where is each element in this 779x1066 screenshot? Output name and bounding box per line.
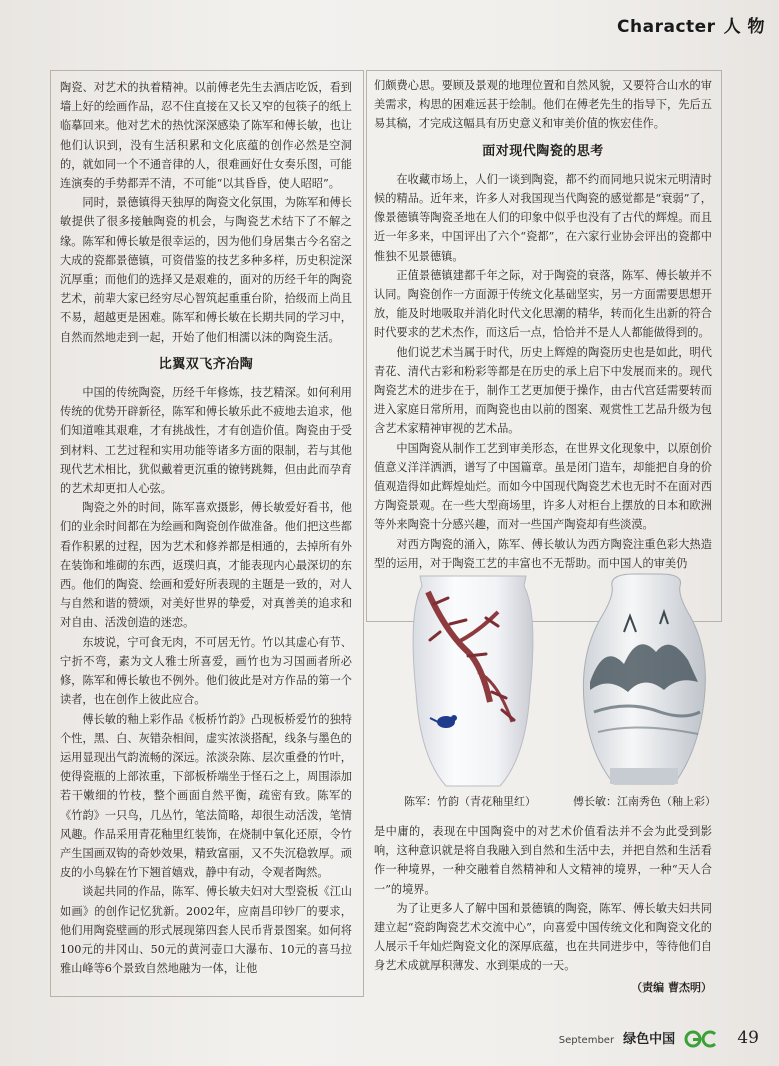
left-paragraph-7: 谈起共同的作品，陈军、傅长敏夫妇对大型瓷板《江山如画》的创作记忆犹新。2002年，应南昌印钞厂的要求，他们用陶瓷壁画的形式展现第四套人民币背景图案。如何将100元的井冈山、50元的黄河壶口大瀑布、10元的喜马拉雅山峰等6个景致自然地融为一体，让他 [60, 885, 352, 976]
left-paragraph-1: 陶瓷、对艺术的执着精神。以前傅老先生去酒店吃饭，看到墙上好的绘画作品，忍不住直接在又长又窄的包筷子的纸上临摹回来。他对艺术的热忱深深感染了陈军和傅长敏，也让他们认识到，没有生活积累和文化底蕴的创作必然是空洞的，就如同一个不通音律的人，很难画好仕女奏乐图，可能连演奏的手势都弄不清，不可能“以其昏昏，使人昭昭”。 [60, 81, 352, 191]
vase1-caption: 陈军：竹韵（青花釉里红） [404, 795, 536, 808]
left-column [60, 78, 352, 992]
editor-credit: （责编 曹杰明） [631, 980, 712, 994]
right-paragraph-6: 对西方陶瓷的涌入，陈军、傅长敏认为西方陶瓷注重色彩大热造型的运用，对于陶瓷工艺的丰富也不无帮助。而中国人的审美仍 [374, 537, 712, 570]
right-paragraph-8: 为了让更多人了解中国和景德镇的陶瓷，陈军、傅长敏夫妇共同建立起“瓷韵陶瓷艺术交流中心”，向喜爱中国传统文化和陶瓷文化的人展示千年灿烂陶瓷文化的深厚底蕴，也在共同进步中，等待他们自身艺术成就厚积薄发、水到渠成的一天。 [374, 901, 712, 973]
gc-logo-icon [684, 1030, 718, 1048]
section-header-en: Character [617, 17, 716, 37]
section-header [617, 12, 765, 37]
left-paragraph-4: 陶瓷之外的时间，陈军喜欢摄影，傅长敏爱好看书，他们的业余时间都在为绘画和陶瓷创作做准备。他们把这些都看作积累的过程，因为艺术和修养都是相通的，去掉所有外在装饰和堆砌的东西，返璞归真，才能表现内心最深切的东西。他们的陶瓷、绘画和爱好所表现的主题是一致的，对人与自然和谐的赞颂，对美好世界的挚爱，对真善美的追求和对自由、活泼创造的迷恋。 [60, 501, 352, 630]
right-paragraph-1: 们颇费心思。要顾及景观的地理位置和自然风貌，又要符合山水的审美需求，构思的困难远甚于绘制。他们在傅老先生的指导下，先后五易其稿，才完成这幅具有历史意义和审美价值的恢宏佳作。 [374, 79, 712, 131]
vase2-caption: 傅长敏：江南秀色（釉上彩） [573, 795, 716, 808]
section-header-cn: 人 物 [723, 17, 765, 37]
vase-photos [398, 572, 718, 804]
vase-bamboo [413, 576, 533, 786]
right-paragraph-4: 他们说艺术当属于时代，历史上辉煌的陶瓷历史也是如此，明代青花、清代古彩和粉彩等都是在历史的承上启下中发展而来的。现代陶瓷艺术的进步在于，制作工艺更加便于操作，由古代宫廷需要转而进入家庭日常所用，而陶瓷也由以前的图案、观赏性工艺品升级为包含艺术家精神审视的艺术品。 [374, 345, 712, 436]
right-column-top [374, 76, 712, 614]
page-number: 49 [737, 1028, 759, 1048]
left-paragraph-6: 傅长敏的釉上彩作品《板桥竹韵》凸现板桥爱竹的独特个性，黑、白、灰错杂相间，虚实浓淡搭配，线条与墨色的运用显现出气韵流畅的深远。浓淡杂陈、层次重叠的竹叶，使得瓷瓶的上部浓重，下部板桥端坐于怪石之上，周围添加若干嫩细的竹枝，整个画面自然平衡，疏密有致。陈军的《竹韵》一只鸟，几丛竹，笔法简略，却很生动活泼，笔情风趣。作品采用青花釉里红装饰，在烧制中氧化还原，令竹产生国画双钩的奇妙效果，精致富丽，又不失沉稳敦厚。顽皮的小鸟躲在竹下翘首嬉戏，静中有动，令观者陶然。 [60, 712, 352, 880]
left-subheading: 比翼双飞齐冶陶 [158, 356, 254, 372]
right-column-bottom [374, 822, 712, 1012]
page-footer [559, 1028, 759, 1048]
right-subheading: 面对现代陶瓷的思考 [482, 143, 604, 159]
vase-landscape [583, 574, 705, 784]
right-paragraph-2: 在收藏市场上，人们一谈到陶瓷，都不约而同地只说宋元明清时候的精品。近年来，许多人对我国现当代陶瓷的感觉都是“衰弱”了，像景德镇等陶瓷圣地在人们的印象中似乎也没有了古代的辉煌。而且近一年多来，中国评出了六个“瓷都”，在六家行业协会评出的瓷都中惟独不见景德镇。 [374, 172, 712, 263]
right-paragraph-3: 正值景德镇建都千年之际，对于陶瓷的衰落，陈军、傅长敏并不认同。陶瓷创作一方面源于传统文化基础坚实，另一方面需要思想开放，能及时地吸取并消化时代文化思潮的精华，转而化生出新的符合时代要求的艺术杰作，而这后一点，恰恰并不是人人都能做得到的。 [374, 268, 712, 340]
left-paragraph-5: 东坡说，宁可食无肉，不可居无竹。竹以其虚心有节、宁折不弯，素为文人雅士所喜爱，画竹也为习国画者所必修，陈军和傅长敏也不例外。他们彼此是对方作品的第一个读者，也在创作上彼此应合。 [60, 635, 352, 707]
right-paragraph-5: 中国陶瓷从制作工艺到审美形态，在世界文化现象中，以原创价值意义洋洋洒洒，谱写了中国篇章。虽是闭门造车，却能把自身的价值观造得如此辉煌灿烂。而如今中国现代陶瓷艺术也无时不在面对西方陶瓷景观。在一些大型商场里，许多人对柜台上摆放的日本和欧洲等外来陶瓷十分感兴趣，而对一些国产陶瓷却有些淡漠。 [374, 441, 712, 532]
footer-month: September [558, 1035, 615, 1046]
left-paragraph-2: 同时，景德镇得天独厚的陶瓷文化氛围，为陈军和傅长敏提供了很多接触陶瓷的机会，与陶瓷艺术结下了不解之缘。陈军和傅长敏是很幸运的，因为他们身居集古今名窑之大成的瓷都景德镇，可资借鉴的技艺多种多样，历史积淀深沉厚重；而他们的选择又是艰难的，面对的历经千年的陶瓷艺术，前辈大家已经穷尽心智筑起重重台阶，拾级而上尚且不易，超越更是困难。陈军和傅长敏在长期共同的学习中，自然而然地走到一起，开始了他们相濡以沫的陶瓷生活。 [60, 196, 352, 344]
footer-magazine-name: 绿色中国 [623, 1032, 676, 1047]
left-paragraph-3: 中国的传统陶瓷，历经千年修炼，技艺精深。如何利用传统的优势开辟新径，陈军和傅长敏乐此不疲地去追求，他们知道唯其艰难，才有挑战性，才有创造价值。陶瓷由于受到材料、工艺过程和实用功能等诸多方面的限制，若与其他现代艺术相比，犹似戴着更沉重的镣铐跳舞，但由此而孕育的艺术却更扣人心弦。 [60, 386, 352, 496]
right-paragraph-7: 是中庸的，表现在中国陶瓷中的对艺术价值看法并不会为此受到影响，这种意识就是将自我融入到自然和生活中去，并把自然和生活看作一种境界，一种交融着自然精神和人文精神的境界，一种“天人合一”的境界。 [374, 825, 712, 896]
